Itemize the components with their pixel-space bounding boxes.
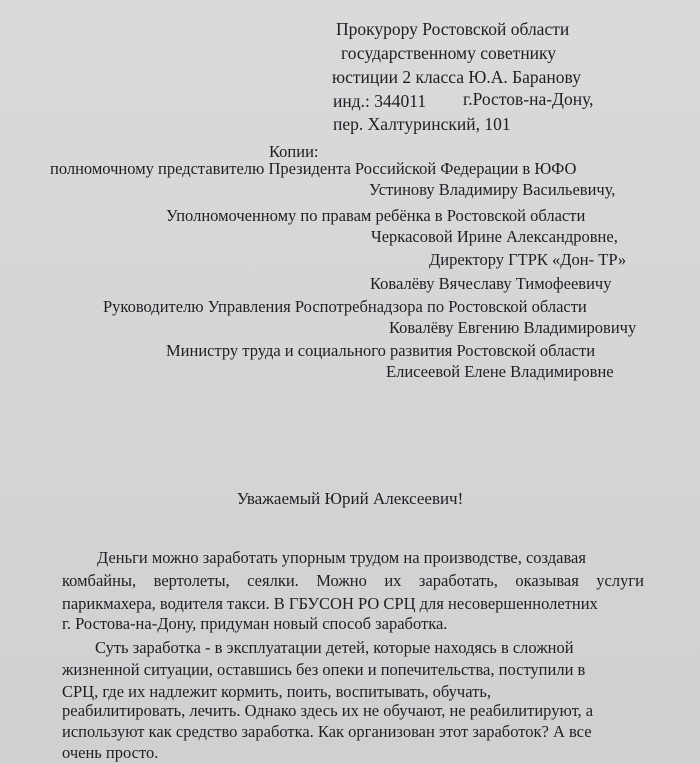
body-line: реабилитировать, лечить. Однако здесь их не обучают, не реабилитируют, а xyxy=(62,701,594,720)
copies-heading: Копии: xyxy=(269,142,319,161)
copy-recipient-line: Министру труда и социального развития Ростовской области xyxy=(166,341,596,360)
body-line: используют как средство заработка. Как организован этот заработок? А все xyxy=(62,722,592,741)
addressee-line: Прокурору Ростовской области xyxy=(336,19,570,39)
copy-recipient-line: Ковалёву Евгению Владимировичу xyxy=(389,318,637,337)
body-word: их xyxy=(384,571,402,590)
body-line: очень просто. xyxy=(62,743,159,762)
copy-recipient-line: Ковалёву Вячеславу Тимофеевичу xyxy=(370,274,612,293)
copy-recipient-line: Директору ГТРК «Дон- ТР» xyxy=(429,250,627,269)
body-word: сеялки. xyxy=(247,571,299,590)
body-word: услуги xyxy=(596,571,644,590)
body-line: Деньги можно заработать упорным трудом на производстве, создавая xyxy=(97,548,586,567)
addressee-street: пер. Халтуринский, 101 xyxy=(333,114,511,134)
body-line: СРЦ, где их надлежит кормить, поить, воспитывать, обучать, xyxy=(62,682,491,701)
body-word: оказывая xyxy=(515,571,579,590)
body-word: заработать, xyxy=(418,571,498,590)
body-line xyxy=(62,570,644,592)
body-word: Можно xyxy=(316,571,367,590)
addressee-city: г.Ростов-на-Дону, xyxy=(463,89,594,109)
body-line: жизненной ситуации, оставшись без опеки и попечительства, поступили в xyxy=(62,660,586,679)
body-line: парикмахера, водителя такси. В ГБУСОН РО СРЦ для несовершеннолетних xyxy=(62,594,598,613)
copy-recipient-line: Елисеевой Елене Владимировне xyxy=(386,362,614,381)
copy-recipient-line: Руководителю Управления Роспотребнадзора по Ростовской области xyxy=(103,297,587,316)
salutation: Уважаемый Юрий Алексеевич! xyxy=(236,489,464,508)
body-word: комбайны, xyxy=(62,571,137,590)
copy-recipient-line: полномочному представителю Президента Российской Федерации в ЮФО xyxy=(50,159,577,178)
copy-recipient-line: Уполномоченному по правам ребёнка в Ростовской области xyxy=(166,206,586,225)
addressee-index: инд.: 344011 xyxy=(333,91,427,111)
body-line: Суть заработка - в эксплуатации детей, которые находясь в сложной xyxy=(95,638,574,657)
copy-recipient-line: Черкасовой Ирине Александровне, xyxy=(371,227,618,246)
addressee-line: юстиции 2 класса Ю.А. Баранову xyxy=(332,67,581,87)
body-line: г. Ростова-на-Дону, придуман новый способ заработка. xyxy=(62,614,448,633)
copy-recipient-line: Устинову Владимиру Васильевичу, xyxy=(369,180,616,199)
addressee-line: государственному советнику xyxy=(341,43,557,63)
body-word: вертолеты, xyxy=(153,571,230,590)
